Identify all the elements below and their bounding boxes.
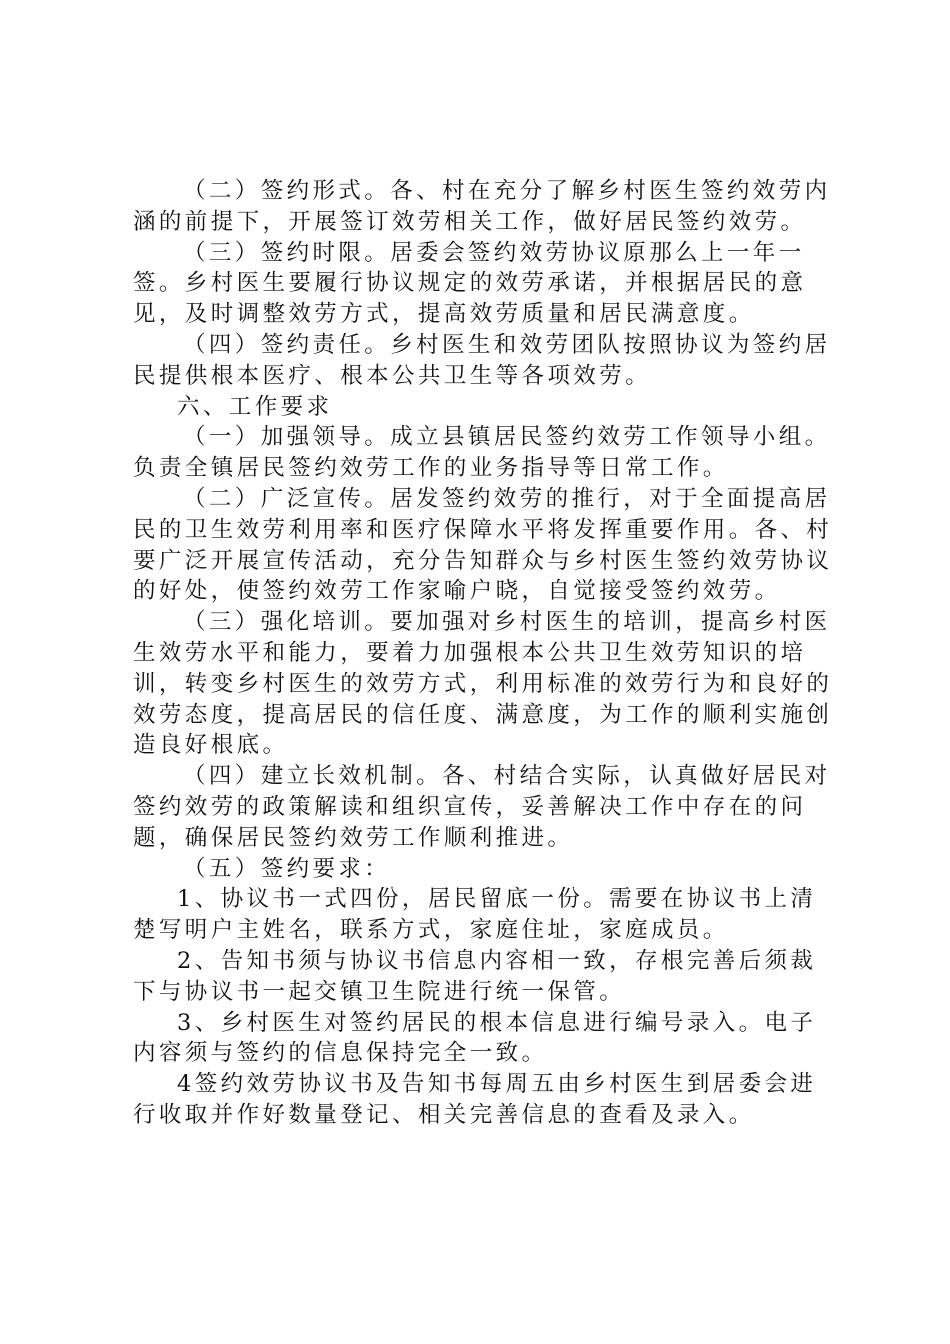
- list-item-requirement-1: 1、协议书一式四份，居民留底一份。需要在协议书上清楚写明户主姓名，联系方式，家庭住址，家庭成员。: [133, 886, 817, 944]
- paragraph-publicity: （二）广泛宣传。居发签约效劳的推行，对于全面提高居民的卫生效劳利用率和医疗保障水平将发挥重要作用。各、村要广泛开展宣传活动，充分告知群众与乡村医生签约效劳协议的好处，使签约效劳工作家喻户晓，自觉接受签约效劳。: [133, 485, 833, 605]
- paragraph-signing-form: （二）签约形式。各、村在充分了解乡村医生签约效劳内涵的前提下，开展签订效劳相关工作，做好居民签约效劳。: [133, 178, 831, 235]
- paragraph-signing-responsibility: （四）签约责任。乡村医生和效劳团队按照协议为签约居民提供根本医疗、根本公共卫生等各项效劳。: [133, 331, 831, 389]
- document-body: [133, 176, 833, 1131]
- paragraph-long-term-mechanism: （四）建立长效机制。各、村结合实际，认真做好居民对签约效劳的政策解读和组织宣传，妥善解决工作中存在的问题，确保居民签约效劳工作顺利推进。: [133, 763, 831, 851]
- paragraph-leadership: （一）加强领导。成立县镇居民签约效劳工作领导小组。负责全镇居民签约效劳工作的业务指导等日常工作。: [133, 424, 831, 482]
- paragraph-signing-requirements: （五）签约要求：: [183, 855, 391, 882]
- section-heading-work-requirements: 六、工作要求: [177, 393, 333, 420]
- list-item-requirement-3: 3、乡村医生对签约居民的根本信息进行编号录入。电子内容须与签约的信息保持完全一致。: [133, 1009, 817, 1067]
- list-item-requirement-4: 4签约效劳协议书及告知书每周五由乡村医生到居委会进行收取并作好数量登记、相关完善信息的查看及录入。: [133, 1071, 817, 1128]
- paragraph-training: （三）强化培训。要加强对乡村医生的培训，提高乡村医生效劳水平和能力，要着力加强根本公共卫生效劳知识的培训，转变乡村医生的效劳方式，利用标准的效劳行为和良好的效劳态度，提高居民的信任度、满意度，为工作的顺利实施创造良好根底。: [133, 609, 833, 759]
- list-item-requirement-2: 2、告知书须与协议书信息内容相一致，存根完善后须裁下与协议书一起交镇卫生院进行统一保管。: [133, 947, 817, 1005]
- paragraph-signing-term: （三）签约时限。居委会签约效劳协议原那么上一年一签。乡村医生要履行协议规定的效劳承诺，并根据居民的意见，及时调整效劳方式，提高效劳质量和居民满意度。: [133, 239, 807, 328]
